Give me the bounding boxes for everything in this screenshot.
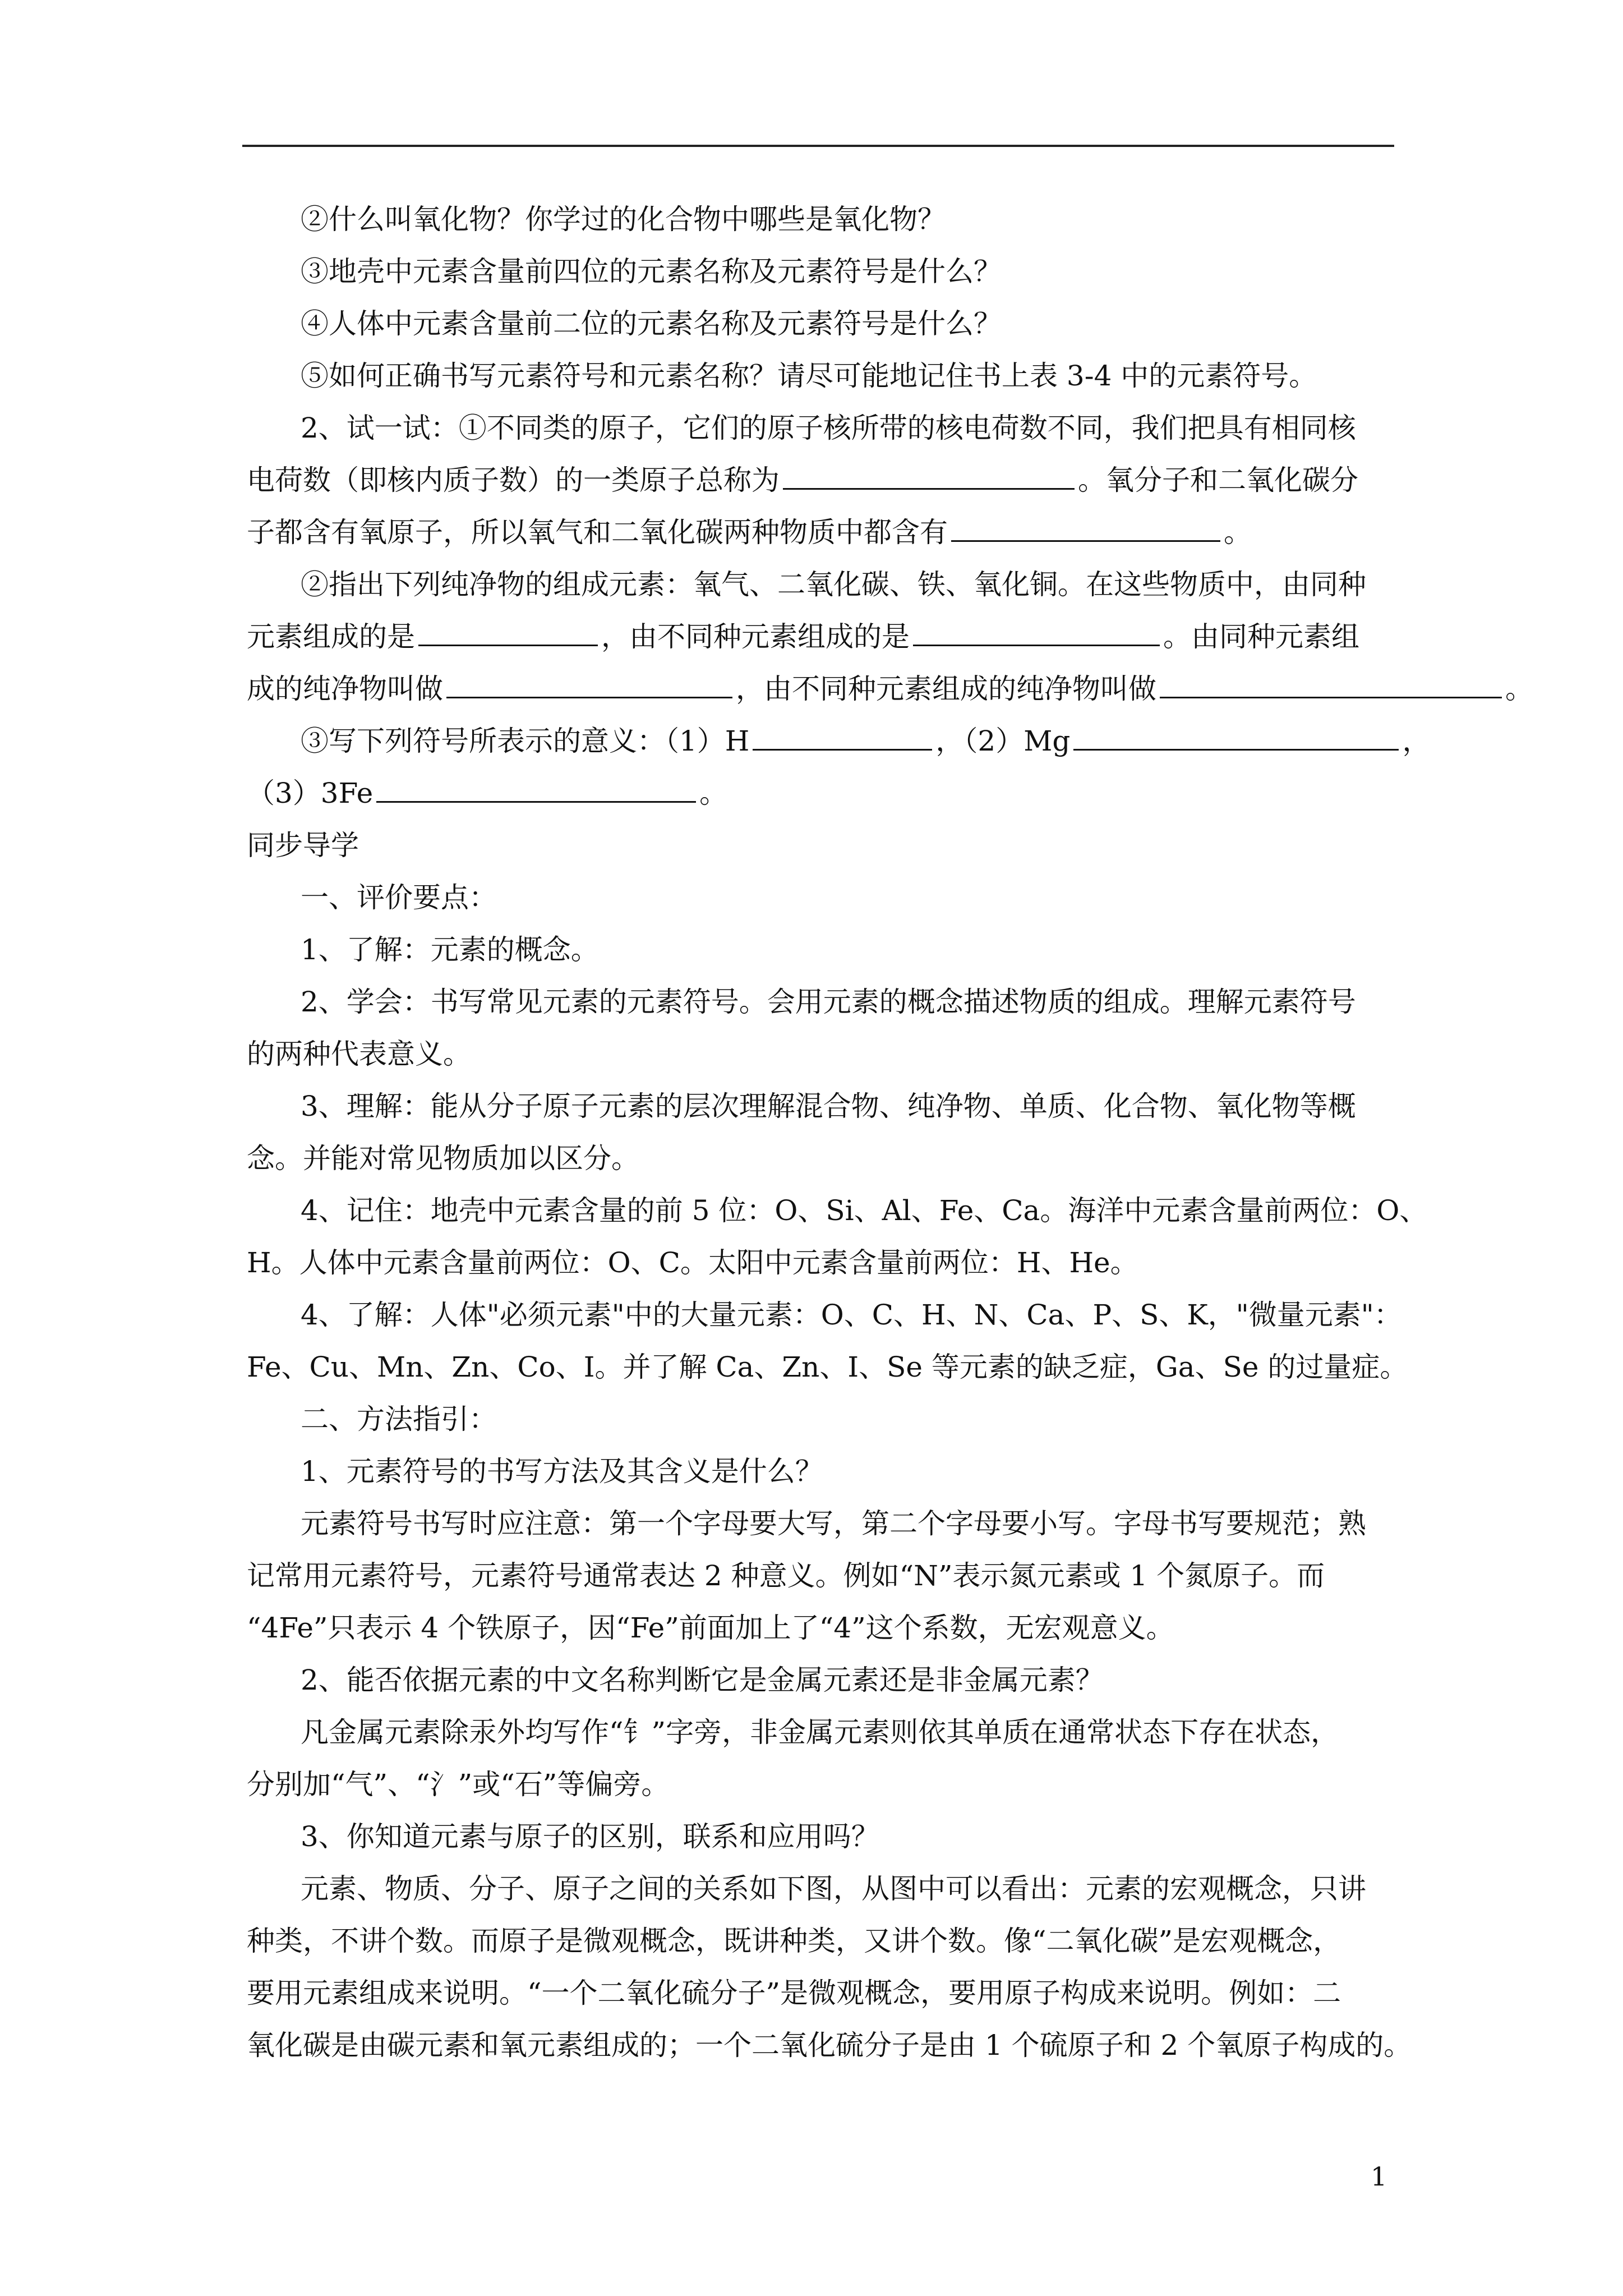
text-segment: ，由不同种元素组成的是 [601,620,910,653]
text-line: 二、方法指引： [301,1403,497,1435]
text-line: 要用元素组成来说明。“一个二氧化硫分子”是微观概念，要用原子构成来说明。例如：二 [247,1977,1341,2009]
text-line: 1、了解：元素的概念。 [301,933,599,966]
text-segment: ， [1402,725,1431,757]
text-line: 3、你知道元素与原子的区别，联系和应用吗？ [301,1820,879,1853]
text-segment: 。 [699,777,728,809]
text-line: 2、学会：书写常见元素的元素符号。会用元素的概念描述物质的组成。理解元素符号 [301,986,1356,1018]
page-number: 1 [1371,2161,1387,2192]
text-line [247,767,1537,820]
text-line: 念。并能对常见物质加以区分。 [247,1142,639,1175]
text-segment: 。 [1224,516,1252,549]
answer-blank[interactable] [951,512,1220,542]
text-line: 分别加“气”、“氵”或“石”等偏旁。 [247,1768,670,1801]
answer-blank[interactable] [913,616,1160,646]
text-segment: 子都含有氧原子，所以氧气和二氧化碳两种物质中都含有 [247,516,948,549]
text-line: 2、试一试：①不同类的原子，它们的原子核所带的核电荷数不同，我们把具有相同核 [301,412,1356,444]
text-segment: 元素组成的是 [247,620,415,653]
text-line [247,611,1537,663]
header-rule [242,145,1394,147]
text-line: 记常用元素符号，元素符号通常表达 2 种意义。例如“N”表示氮元素或 1 个氮原子。而 [247,1559,1325,1592]
text-line: 的两种代表意义。 [247,1038,471,1070]
text-line: 1、元素符号的书写方法及其含义是什么？ [301,1455,823,1488]
answer-blank[interactable] [418,616,598,646]
text-line: 一、评价要点： [301,881,497,914]
text-line: ②什么叫氧化物？你学过的化合物中哪些是氧化物？ [301,203,946,236]
section-heading: 同步导学 [247,829,359,862]
text-segment: 。由同种元素组 [1163,620,1359,653]
text-line: ④人体中元素含量前二位的元素名称及元素符号是什么？ [301,307,1002,340]
text-line: 元素符号书写时应注意：第一个字母要大写，第二个字母要小写。字母书写要规范；熟 [301,1507,1366,1540]
answer-blank[interactable] [753,721,932,751]
text-line: 3、理解：能从分子原子元素的层次理解混合物、纯净物、单质、化合物、氧化物等概 [301,1090,1356,1122]
answer-blank[interactable] [1160,669,1502,698]
text-line: ③地壳中元素含量前四位的元素名称及元素符号是什么？ [301,255,1002,288]
text-line: 种类，不讲个数。而原子是微观概念，既讲种类，又讲个数。像“二氧化碳”是宏观概念， [247,1925,1341,1957]
text-line: “4Fe”只表示 4 个铁原子，因“Fe”前面加上了“4”这个系数，无宏观意义。 [247,1612,1174,1644]
text-line: H。人体中元素含量前两位：O、C。太阳中元素含量前两位：H、He。 [247,1246,1138,1279]
text-line: 4、了解：人体"必须元素"中的大量元素：O、C、H、N、Ca、P、S、K，"微量元素"： [301,1299,1402,1331]
text-segment: 成的纯净物叫做 [247,673,443,705]
text-line [247,663,1537,715]
text-segment: 。氧分子和二氧化碳分 [1078,464,1358,496]
text-line: 元素、物质、分子、原子之间的关系如下图，从图中可以看出：元素的宏观概念，只讲 [301,1872,1366,1905]
answer-blank[interactable] [1073,721,1399,751]
text-segment: ③写下列符号所表示的意义：（1）H [301,725,750,757]
text-line [247,715,1537,767]
answer-blank[interactable] [783,460,1075,490]
text-line: ⑤如何正确书写元素符号和元素名称？请尽可能地记住书上表 3-4 中的元素符号。 [301,360,1317,392]
text-line: 4、记住：地壳中元素含量的前 5 位：O、Si、Al、Fe、Ca。海洋中元素含量前两位：O、 [301,1194,1428,1227]
document-body [247,194,1537,2072]
answer-blank[interactable] [446,669,732,698]
text-line: 2、能否依据元素的中文名称判断它是金属元素还是非金属元素？ [301,1664,1104,1696]
text-segment: ，（2）Mg [935,725,1071,757]
text-line: 氧化碳是由碳元素和氧元素组成的；一个二氧化硫分子是由 1 个硫原子和 2 个氧原子构成的。 [247,2029,1412,2062]
text-line [247,454,1537,507]
text-segment: （3）3Fe [247,777,374,809]
text-segment: ，由不同种元素组成的纯净物叫做 [736,673,1156,705]
text-line: 凡金属元素除汞外均写作“钅”字旁，非金属元素则依其单质在通常状态下存在状态， [301,1716,1339,1749]
text-line [247,507,1537,559]
text-segment: 。 [1505,673,1533,705]
text-line: Fe、Cu、Mn、Zn、Co、I。并了解 Ca、Zn、I、Se 等元素的缺乏症，Ga、Se 的过量症。 [247,1351,1408,1383]
text-line: ②指出下列纯净物的组成元素：氧气、二氧化碳、铁、氧化铜。在这些物质中，由同种 [301,568,1366,601]
answer-blank[interactable] [376,773,696,803]
text-segment: 电荷数（即核内质子数）的一类原子总称为 [247,464,780,496]
